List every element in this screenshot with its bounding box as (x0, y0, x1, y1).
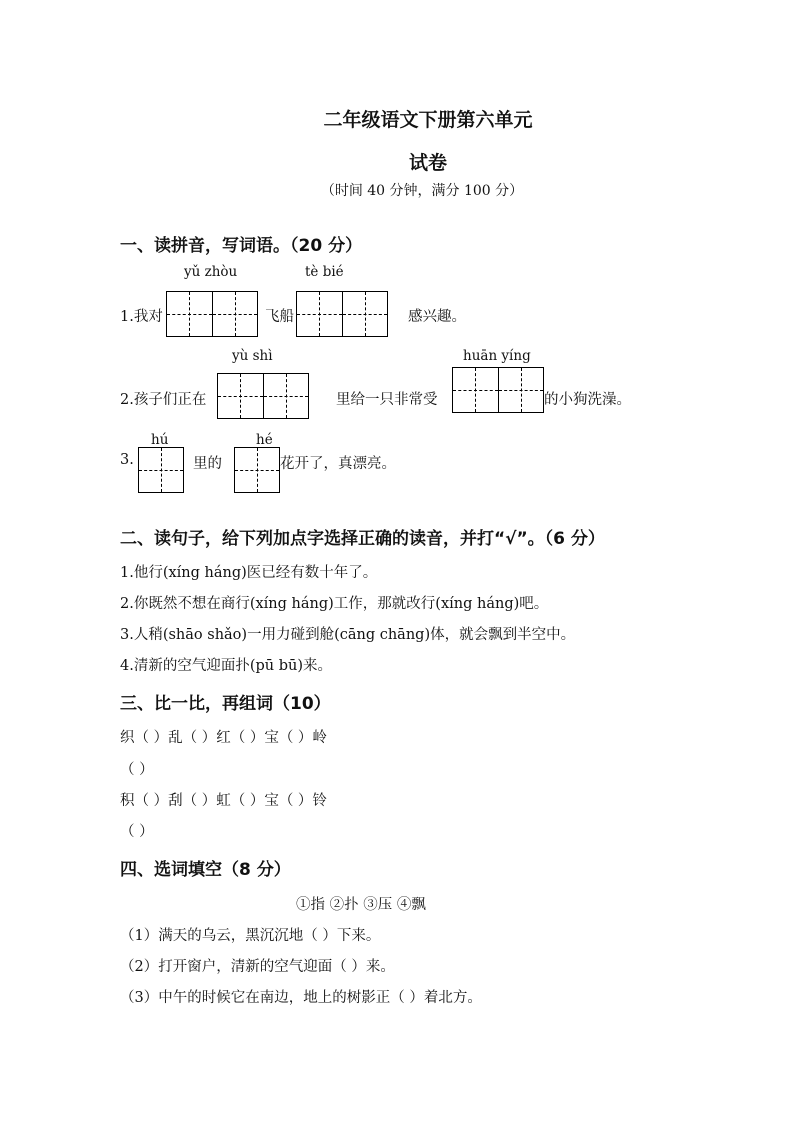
q1-suffix: 感兴趣。 (408, 309, 466, 325)
q3-pinyin-2: hé (256, 432, 273, 448)
q3-writing-grid-1[interactable] (138, 447, 184, 493)
q3-writing-grid-2[interactable] (234, 447, 280, 493)
q2-suffix: 的小狗洗澡。 (544, 392, 631, 408)
q1-prefix: 1.我对 (120, 309, 163, 325)
q1-mid: 飞船 (265, 309, 294, 325)
exam-note: （时间 40 分钟，满分 100 分） (320, 183, 524, 199)
q3-pinyin-1: hú (151, 432, 169, 448)
q2-pinyin-2: huān yíng (463, 348, 531, 364)
q1-writing-grid-1[interactable] (166, 291, 258, 337)
section-3-heading: 三、比一比，再组词（10） (120, 694, 331, 714)
section-2-heading: 二、读句子，给下列加点字选择正确的读音，并打“√”。（6 分） (120, 529, 605, 549)
word-choices: ①指 ②扑 ③压 ④飘 (296, 897, 426, 913)
q3-mid: 里的 (193, 456, 222, 472)
section-4-line-3: （3）中午的时候它在南边，地上的树影正（ ）着北方。 (120, 990, 482, 1006)
q1-writing-grid-2[interactable] (296, 291, 388, 337)
q2-writing-grid-1[interactable] (217, 373, 309, 419)
q2-writing-grid-2[interactable] (452, 367, 544, 413)
q3-prefix: 3. (120, 452, 134, 468)
q1-pinyin-2: tè bié (305, 264, 344, 280)
q2-prefix: 2.孩子们正在 (120, 392, 207, 408)
q2-mid: 里给一只非常受 (336, 392, 438, 408)
section-2-line-3: 3.人稍(shāo shǎo)一用力碰到舱(cāng chāng)体，就会飘到半空中。 (120, 627, 576, 643)
page-subtitle: 试卷 (408, 152, 447, 174)
q1-pinyin-1: yǔ zhòu (184, 264, 238, 280)
section-3-row-1-cont: （ ） (120, 762, 154, 778)
q3-suffix: 花开了，真漂亮。 (280, 456, 396, 472)
section-3-row-1: 织（ ）乱（ ）红（ ）宝（ ）岭 (120, 730, 327, 746)
section-4-heading: 四、选词填空（8 分） (120, 860, 291, 880)
section-2-line-1: 1.他行(xíng háng)医已经有数十年了。 (120, 565, 378, 581)
section-2-line-4: 4.清新的空气迎面扑(pū bū)来。 (120, 658, 332, 674)
section-2-line-2: 2.你既然不想在商行(xíng háng)工作，那就改行(xíng háng)吧。 (120, 596, 549, 612)
section-4-line-1: （1）满天的乌云，黑沉沉地（ ）下来。 (120, 928, 381, 944)
section-4-line-2: （2）打开窗户，清新的空气迎面（ ）来。 (120, 959, 395, 975)
section-3-row-2-cont: （ ） (120, 824, 154, 840)
section-3-row-2: 积（ ）刮（ ）虹（ ）宝（ ）铃 (120, 793, 327, 809)
q2-pinyin-1: yù shì (232, 348, 273, 364)
section-1-heading: 一、读拼音，写词语。（20 分） (120, 236, 363, 256)
page-title: 二年级语文下册第六单元 (323, 109, 533, 131)
